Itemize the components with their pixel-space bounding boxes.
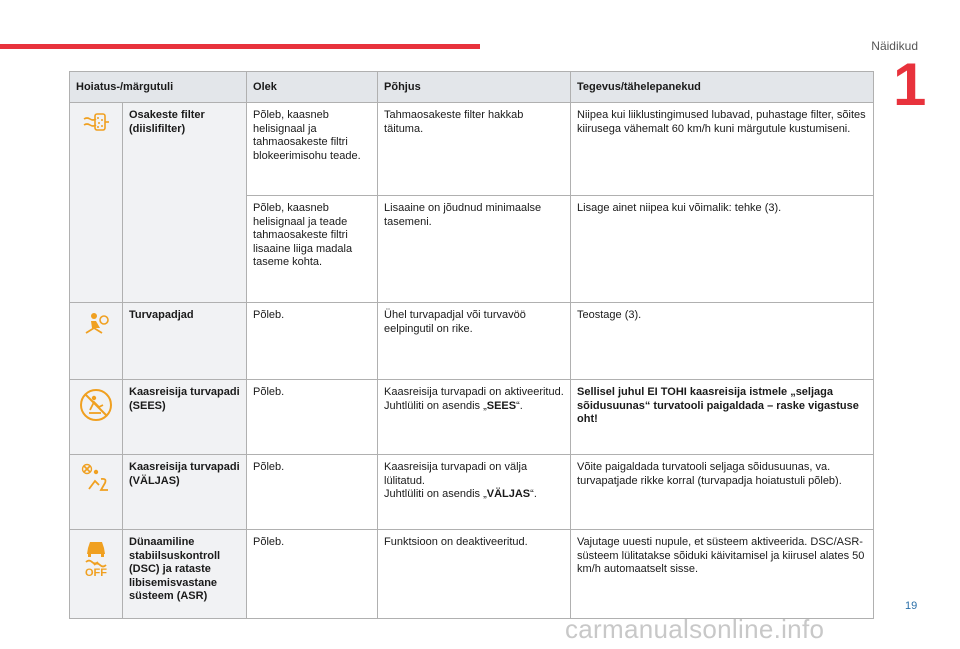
cause-cell: Tahmaosakeste filter hakkab täituma. — [378, 103, 571, 196]
cause-line-1: Kaasreisija turvapadi on aktiveeritud. — [384, 386, 564, 398]
header-state: Olek — [247, 72, 378, 103]
passenger-airbag-on-icon-svg — [79, 388, 113, 422]
particle-filter-icon-svg — [82, 111, 110, 133]
header-action: Tegevus/tähelepanekud — [571, 72, 874, 103]
light-name-passenger-airbag-on: Kaasreisija turvapadi (SEES) — [123, 380, 247, 455]
dsc-off-label: OFF — [85, 567, 107, 578]
warning-lights-table — [69, 71, 874, 619]
cause-line-1: Kaasreisija turvapadi on välja lülitatud. — [384, 461, 528, 487]
action-cell: Teostage (3). — [571, 303, 874, 380]
switch-position-off: VÄLJAS — [486, 488, 531, 500]
action-cell: Lisage ainet niipea kui võimalik: tehke (3). — [571, 196, 874, 303]
header-cause: Põhjus — [378, 72, 571, 103]
cause-line-2-pre: Juhtlüliti on asendis „ — [384, 488, 487, 500]
table-row — [70, 455, 874, 530]
cause-cell — [378, 455, 571, 530]
cause-line-2-post: “. — [530, 488, 537, 500]
light-name-airbags: Turvapadjad — [123, 303, 247, 380]
cause-cell — [378, 380, 571, 455]
header-warning-light: Hoiatus-/märgutuli — [70, 72, 247, 103]
action-cell: Niipea kui liiklustingimused lubavad, puhastage filter, sõites kiirusega vähemalt 60 km/h kuni märgutule kustumiseni. — [571, 103, 874, 196]
chapter-number: 1 — [893, 51, 927, 118]
state-cell: Põleb, kaasneb helisignaal ja teade tahmaosakeste filtri lisaaine liiga madala taseme kohta. — [247, 196, 378, 303]
header-accent-bar — [0, 44, 480, 49]
table-row — [70, 380, 874, 455]
state-cell: Põleb. — [247, 530, 378, 619]
table-header-row — [70, 72, 874, 103]
light-name-passenger-airbag-off: Kaasreisija turvapadi (VÄLJAS) — [123, 455, 247, 530]
watermark: carmanualsonline.info — [565, 614, 825, 644]
table-row — [70, 103, 874, 196]
action-cell: Võite paigaldada turvatooli seljaga sõidusuunas, va. turvapatjade rikke korral (turvapadja hoiatustuli põleb). — [571, 455, 874, 530]
state-cell: Põleb. — [247, 380, 378, 455]
airbag-icon-svg — [82, 311, 110, 337]
table-row — [70, 303, 874, 380]
airbag-icon — [70, 303, 123, 380]
cause-cell: Lisaaine on jõudnud minimaalse tasemeni. — [378, 196, 571, 303]
state-cell: Põleb. — [247, 455, 378, 530]
light-name-particle-filter: Osakeste filter (diislifilter) — [123, 103, 247, 303]
passenger-airbag-on-icon — [70, 380, 123, 455]
cause-cell: Ühel turvapadjal või turvavöö eelpingutil on rike. — [378, 303, 571, 380]
dsc-off-icon-svg — [80, 538, 112, 578]
dsc-off-icon — [70, 530, 123, 619]
cause-cell: Funktsioon on deaktiveeritud. — [378, 530, 571, 619]
state-cell: Põleb, kaasneb helisignaal ja tahmaosakeste filtri blokeerimisohu teade. — [247, 103, 378, 196]
cause-line-2-post: “. — [516, 399, 523, 412]
light-name-dsc-asr: Dünaamiline stabiilsuskontroll (DSC) ja rataste libisemisvastane süsteem (ASR) — [123, 530, 247, 619]
state-cell: Põleb. — [247, 303, 378, 380]
passenger-airbag-off-icon-svg — [81, 463, 111, 493]
cause-line-2-pre: Juhtlüliti on asendis „ — [384, 399, 487, 412]
section-title: Näidikud — [871, 39, 918, 53]
table-row — [70, 530, 874, 619]
particle-filter-icon — [70, 103, 123, 303]
passenger-airbag-off-icon — [70, 455, 123, 530]
action-cell: Sellisel juhul EI TOHI kaasreisija istmele „seljaga sõidusuunas“ turvatooli paigaldada – raske vigastuse oht! — [571, 380, 874, 455]
page-number: 19 — [905, 600, 918, 612]
switch-position-on: SEES — [486, 399, 517, 412]
action-cell: Vajutage uuesti nupule, et süsteem aktiveerida. DSC/ASR-süsteem lülitatakse sõiduki käivitamisel ja kiirusel alates 50 km/h automaatselt sisse. — [571, 530, 874, 619]
